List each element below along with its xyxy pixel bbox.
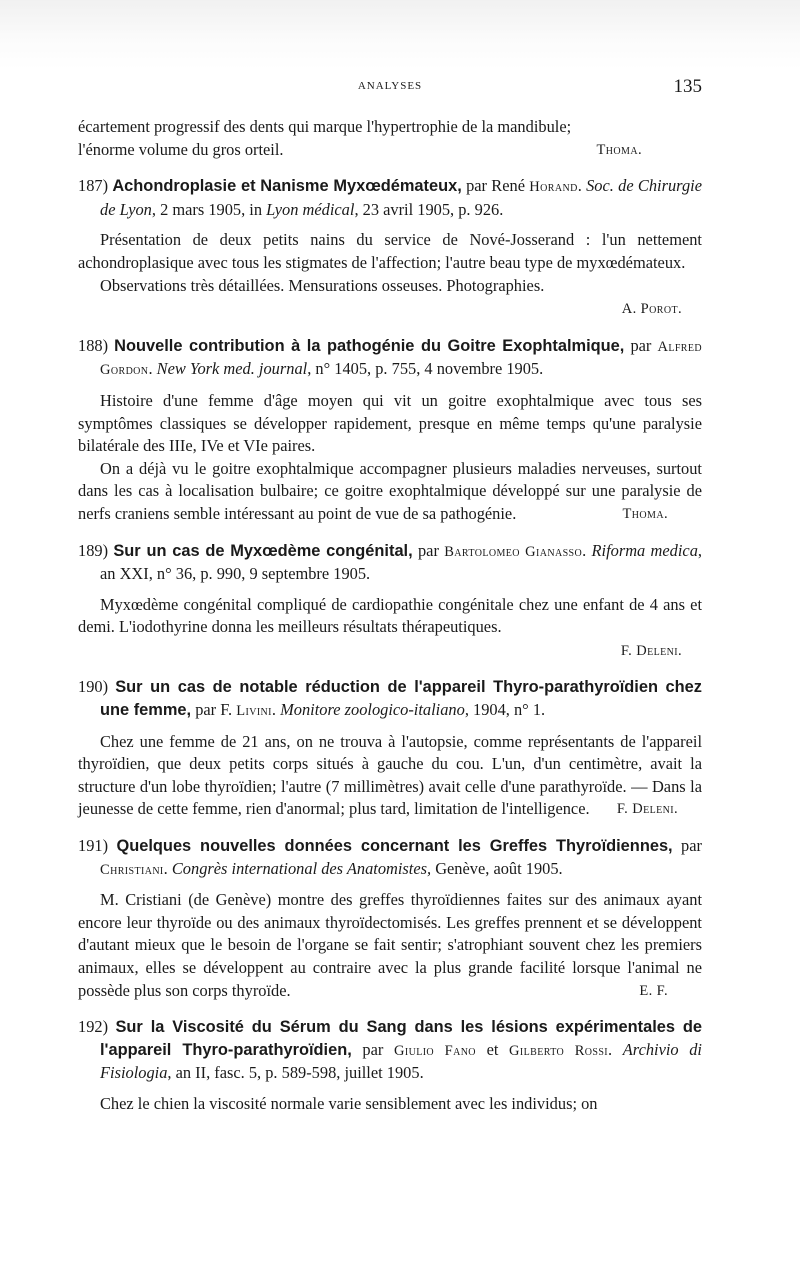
signature: Thoma. [622, 505, 668, 522]
entry-title: Sur un cas de Myxœdème congénital, [113, 541, 413, 560]
abstract-entry-190 [78, 676, 702, 821]
by-text: par [624, 335, 658, 355]
by-text: par René [461, 176, 530, 196]
reference-text: Genève, août 1905. [431, 858, 563, 878]
author-name: Livini [236, 703, 272, 720]
reference-text: , an XXI, n° 36, p. 990, 9 septembre 1905. [100, 540, 703, 584]
journal-title: Archivio di Fisiologia [100, 1039, 702, 1083]
abstract-paragraph: Chez le chien la viscosité normale varie sensiblement avec les individus; on [100, 1093, 598, 1113]
entry-heading [78, 676, 702, 722]
abstract-paragraph: M. Cristiani (de Genève) montre des greffes thyroïdiennes faites sur des animaux ayant encore leur thyroïde ou des animaux thyroïdectomisés. Les greffes prennent et se développent d'autant mieux que le besoin de l'organe se fait sentir; s'atrophiant souvent chez les premiers animaux, elles se développent au contraire avec la plus grande facilité lorsque l'animal ne possède plus son corps thyroïde. E. F. [78, 889, 702, 1002]
reference-text: , an II, fasc. 5, p. 589-598, juillet 1905. [167, 1063, 424, 1083]
author-name: Giulio Fano [393, 1042, 476, 1059]
author-name: Christiani [100, 861, 164, 878]
entry-number: 190) [78, 677, 109, 697]
reference-text: , 2 mars 1905, in [151, 199, 267, 219]
intro-line: l'énorme volume du gros orteil. Thoma. [78, 139, 702, 162]
abstract-entry-191 [78, 835, 702, 1002]
by-text: par F. [191, 700, 237, 720]
intro-line: écartement progressif des dents qui marque l'hypertrophie de la mandibule; [78, 117, 572, 136]
by-text: et [475, 1039, 510, 1059]
abstract-entry-188 [78, 335, 702, 526]
page-number: 135 [673, 76, 702, 97]
signature: F. Deleni. [616, 801, 678, 818]
ref-separator: . [577, 176, 587, 196]
abstract-paragraph: Chez une femme de 21 ans, on ne trouva à l'autopsie, comme représentants de l'appareil thyroïdien, que deux petits corps situés à gauche du cou. L'un, d'un centimètre, avait la structure d'un lobe thyroïdien; l'autre (7 millimètres) avait celle d'une parathyroïde. — Dans la jeunesse de cette femme, rien d'anormal; plus tard, limitation de l'intelligence. F. Deleni. [78, 731, 702, 821]
ref-separator: . [608, 1039, 623, 1059]
abstract-paragraph: Observations très détaillées. Mensurations osseuses. Photographies. [100, 275, 545, 295]
signature: Thoma. [596, 141, 642, 158]
page-body [78, 116, 702, 1116]
reference-text: , 1904, n° 1. [464, 700, 546, 720]
author-name: Bartolomeo Gianasso [444, 543, 583, 560]
by-text: par [351, 1039, 394, 1059]
signature: E. F. [639, 982, 668, 999]
abstract-paragraph: Histoire d'une femme d'âge moyen qui vit un goitre exophtalmique avec tous ses symptômes classiques se développer rapidement, presque en même temps qu'une paralysie bilatérale des IIIe, IVe et VIe paires. [78, 390, 702, 456]
abstract-paragraph: Myxœdème congénital compliqué de cardiopathie congénitale chez une enfant de 4 ans et demi. L'iodothyrine donna les meilleurs résultats thérapeutiques. [78, 594, 702, 637]
abstract-paragraph: On a déjà vu le goitre exophtalmique accompagner plusieurs maladies nerveuses, surtout dans les cas à localisation bulbaire; ce goitre exophtalmique développé sur une paralysie de nerfs craniens semble intéressant au point de vue de sa pathogénie. Thoma. [78, 458, 702, 526]
journal-title: Soc. de Chirurgie de Lyon [100, 176, 702, 219]
signature: F. Deleni. [620, 642, 682, 659]
page-header [78, 78, 702, 100]
by-text: par [672, 836, 702, 856]
journal-title: Monitore zoologico-italiano [280, 700, 465, 720]
author-name: Gilberto Rossi [509, 1042, 609, 1059]
entry-heading [78, 335, 702, 382]
abstract-entry-192 [78, 1016, 702, 1115]
entry-title: Achondroplasie et Nanisme Myxœdémateux, [112, 177, 462, 196]
ref-separator: . [148, 359, 157, 379]
ref-separator: . [271, 700, 281, 720]
entry-heading [78, 1016, 702, 1085]
journal-title: Lyon médical [266, 199, 355, 219]
journal-title: Riforma medica [591, 540, 698, 560]
entry-heading [78, 835, 702, 881]
entry-title: Sur un cas de notable réduction de l'appareil Thyro-parathyroïdien chez une femme, [100, 678, 702, 720]
reference-text: , 23 avril 1905, p. 926. [354, 199, 504, 219]
entry-title: Sur la Viscosité du Sérum du Sang dans les lésions expérimentales de l'appareil Thyro-parathyroïdien, [100, 1018, 702, 1059]
running-title: ANALYSES [357, 80, 423, 92]
entry-heading [78, 175, 702, 221]
by-text: par [412, 540, 445, 560]
journal-title: New York med. journal [156, 359, 308, 379]
entry-heading [78, 540, 702, 586]
abstract-entry-187 [78, 175, 702, 321]
reference-text: , n° 1405, p. 755, 4 novembre 1905. [307, 359, 544, 379]
entry-number: 188) [78, 335, 109, 355]
author-name: Alfred Gordon [100, 338, 702, 379]
abstract-paragraph: Présentation de deux petits nains du service de Nové-Josserand : l'un nettement achondroplasique avec tous les stigmates de l'affection; l'autre beau type de myxœdémateux. [78, 230, 702, 272]
abstract-entry-189 [78, 540, 702, 663]
journal-title: Congrès international des Anatomistes, [171, 858, 432, 878]
author-name: Horand [529, 179, 578, 196]
entry-title: Quelques nouvelles données concernant les Greffes Thyroïdiennes, [116, 837, 673, 856]
entry-number: 192) [78, 1017, 109, 1037]
entry-number: 189) [78, 540, 109, 560]
entry-number: 187) [78, 176, 109, 196]
entry-number: 191) [78, 836, 109, 856]
ref-separator: . [582, 540, 592, 560]
entry-title: Nouvelle contribution à la pathogénie du Goitre Exophtalmique, [114, 336, 625, 355]
ref-separator: . [163, 858, 172, 878]
signature: A. Porot. [621, 301, 682, 318]
